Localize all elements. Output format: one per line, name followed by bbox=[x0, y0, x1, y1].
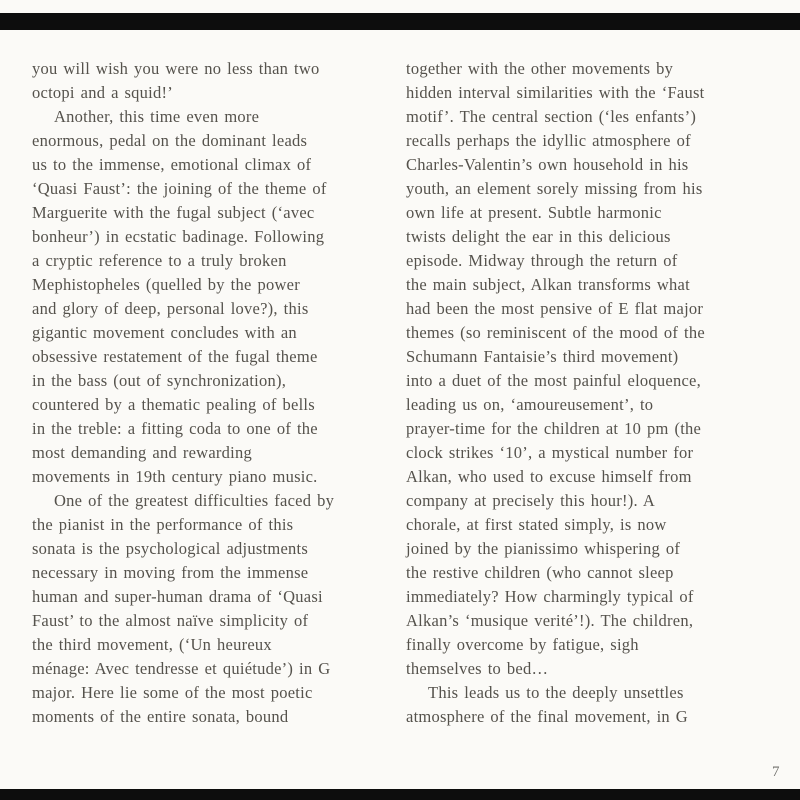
text-line: recalls perhaps the idyllic atmosphere of bbox=[406, 131, 691, 150]
text-line: necessary in moving from the immense bbox=[32, 563, 309, 582]
text-column-left bbox=[32, 57, 398, 729]
text-line: ‘Quasi Faust’: the joining of the theme of bbox=[32, 179, 327, 198]
text-line: the pianist in the performance of this bbox=[32, 515, 294, 534]
page-number: 7 bbox=[772, 764, 780, 780]
paragraph bbox=[406, 57, 772, 681]
text-line: had been the most pensive of E flat major bbox=[406, 299, 704, 318]
text-line: human and super-human drama of ‘Quasi bbox=[32, 587, 323, 606]
text-line: clock strikes ‘10’, a mystical number for bbox=[406, 443, 694, 462]
text-line: octopi and a squid!’ bbox=[32, 83, 174, 102]
text-line: Faust’ to the almost naïve simplicity of bbox=[32, 611, 309, 630]
scan-border-bottom bbox=[0, 789, 800, 800]
text-line: prayer-time for the children at 10 pm (the bbox=[406, 419, 702, 438]
text-line: themes (so reminiscent of the mood of the bbox=[406, 323, 705, 342]
text-line: us to the immense, emotional climax of bbox=[32, 155, 312, 174]
text-line: joined by the pianissimo whispering of bbox=[406, 539, 681, 558]
text-line: Schumann Fantaisie’s third movement) bbox=[406, 347, 679, 366]
paragraph bbox=[406, 681, 772, 729]
text-line: youth, an element sorely missing from his bbox=[406, 179, 703, 198]
text-line: chorale, at first stated simply, is now bbox=[406, 515, 667, 534]
text-line: most demanding and rewarding bbox=[32, 443, 252, 462]
text-line: Charles-Valentin’s own household in his bbox=[406, 155, 689, 174]
text-line: leading us on, ‘amoureusement’, to bbox=[406, 395, 654, 414]
text-line: episode. Midway through the return of bbox=[406, 251, 678, 270]
text-line: One of the greatest difficulties faced by bbox=[54, 491, 335, 510]
text-line: Alkan’s ‘musique verité’!). The children, bbox=[406, 611, 694, 630]
text-line: countered by a thematic pealing of bells bbox=[32, 395, 315, 414]
paragraph bbox=[32, 489, 398, 729]
text-line: gigantic movement concludes with an bbox=[32, 323, 297, 342]
text-line: the restive children (who cannot sleep bbox=[406, 563, 674, 582]
text-line: into a duet of the most painful eloquence, bbox=[406, 371, 702, 390]
text-line: Marguerite with the fugal subject (‘avec bbox=[32, 203, 315, 222]
text-line: obsessive restatement of the fugal theme bbox=[32, 347, 318, 366]
text-line: enormous, pedal on the dominant leads bbox=[32, 131, 308, 150]
text-line: company at precisely this hour!). A bbox=[406, 491, 656, 510]
scan-border-top bbox=[0, 13, 800, 30]
text-line: in the bass (out of synchronization), bbox=[32, 371, 287, 390]
text-line: and glory of deep, personal love?), this bbox=[32, 299, 309, 318]
text-line: ménage: Avec tendresse et quiétude’) in G bbox=[32, 659, 331, 678]
text-line: you will wish you were no less than two bbox=[32, 59, 320, 78]
text-line: immediately? How charmingly typical of bbox=[406, 587, 694, 606]
text-line: a cryptic reference to a truly broken bbox=[32, 251, 287, 270]
text-line: moments of the entire sonata, bound bbox=[32, 707, 289, 726]
text-line: Alkan, who used to excuse himself from bbox=[406, 467, 692, 486]
text-line: motif’. The central section (‘les enfants’) bbox=[406, 107, 697, 126]
text-line: themselves to bed… bbox=[406, 659, 549, 678]
text-line: major. Here lie some of the most poetic bbox=[32, 683, 313, 702]
text-line: in the treble: a fitting coda to one of the bbox=[32, 419, 318, 438]
text-line: own life at present. Subtle harmonic bbox=[406, 203, 662, 222]
text-line: Another, this time even more bbox=[54, 107, 260, 126]
text-line: the third movement, (‘Un heureux bbox=[32, 635, 272, 654]
text-line: hidden interval similarities with the ‘Faust bbox=[406, 83, 705, 102]
paragraph bbox=[32, 57, 398, 105]
text-line: finally overcome by fatigue, sigh bbox=[406, 635, 639, 654]
text-line: atmosphere of the final movement, in G bbox=[406, 707, 688, 726]
text-line: twists delight the ear in this delicious bbox=[406, 227, 671, 246]
text-line: together with the other movements by bbox=[406, 59, 674, 78]
text-line: the main subject, Alkan transforms what bbox=[406, 275, 690, 294]
text-line: Mephistopheles (quelled by the power bbox=[32, 275, 300, 294]
paragraph bbox=[32, 105, 398, 489]
text-line: This leads us to the deeply unsettles bbox=[428, 683, 684, 702]
text-line: sonata is the psychological adjustments bbox=[32, 539, 309, 558]
text-line: movements in 19th century piano music. bbox=[32, 467, 318, 486]
text-line: bonheur’) in ecstatic badinage. Following bbox=[32, 227, 325, 246]
text-column-right bbox=[406, 57, 772, 729]
